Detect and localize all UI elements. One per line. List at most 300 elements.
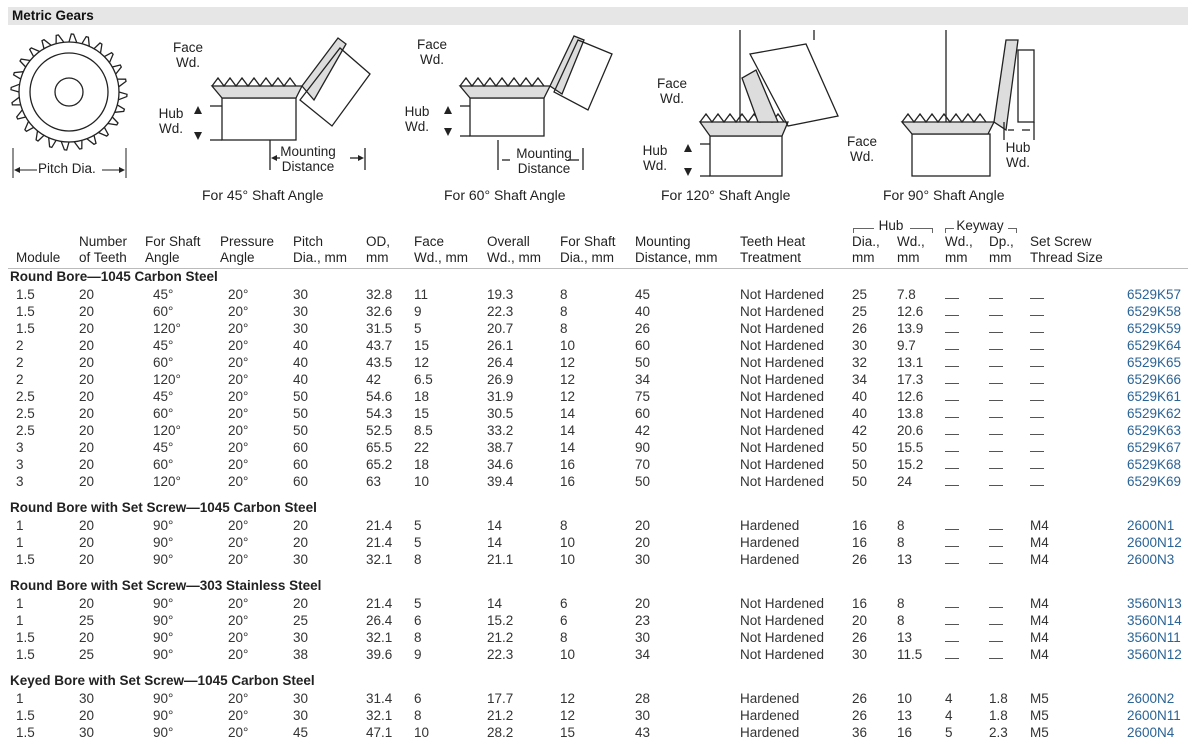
header-shaft-dia bbox=[560, 234, 616, 266]
empty-dash bbox=[945, 613, 959, 625]
cell-overall-wd: 33.2 bbox=[487, 423, 514, 438]
cell-hub-dia: 16 bbox=[852, 518, 868, 533]
cell-mounting-distance: 90 bbox=[635, 440, 651, 455]
empty-dash bbox=[989, 596, 1003, 608]
cell-shaft-angle: 90° bbox=[153, 708, 174, 723]
cell-od: 47.1 bbox=[366, 725, 393, 740]
header-hub-dia bbox=[852, 234, 880, 266]
cell-heat-treatment: Not Hardened bbox=[740, 321, 825, 336]
cell-shaft-dia: 10 bbox=[560, 535, 576, 550]
cell-shaft-angle: 90° bbox=[153, 725, 174, 740]
cell-keyway-wd bbox=[945, 354, 959, 371]
cell-pressure-angle: 20° bbox=[228, 474, 249, 489]
header-line-2: of Teeth bbox=[79, 250, 127, 265]
table-row bbox=[0, 690, 1196, 707]
empty-dash bbox=[989, 440, 1003, 452]
cell-mounting-distance: 34 bbox=[635, 647, 651, 662]
part-number-link[interactable]: 6529K61 bbox=[1127, 389, 1182, 404]
part-number-link[interactable]: 2600N12 bbox=[1127, 535, 1182, 550]
empty-dash bbox=[1030, 355, 1044, 367]
cell-teeth: 20 bbox=[79, 321, 95, 336]
cell-shaft-angle: 45° bbox=[153, 287, 174, 302]
cell-hub-dia: 30 bbox=[852, 647, 868, 662]
cell-pressure-angle: 20° bbox=[228, 440, 249, 455]
cell-teeth: 30 bbox=[79, 691, 95, 706]
part-number-link[interactable]: 6529K59 bbox=[1127, 321, 1182, 336]
cell-pressure-angle: 20° bbox=[228, 691, 249, 706]
cell-set-screw: M5 bbox=[1030, 725, 1049, 740]
face-width-label: Face Wd. bbox=[416, 37, 447, 67]
cell-keyway-dp bbox=[989, 551, 1003, 568]
cell-teeth: 30 bbox=[79, 725, 95, 740]
cell-od: 32.1 bbox=[366, 630, 393, 645]
cell-keyway-wd bbox=[945, 612, 959, 629]
cell-face-wd: 8 bbox=[414, 708, 422, 723]
cell-mounting-distance: 50 bbox=[635, 355, 651, 370]
cell-mounting-distance: 60 bbox=[635, 338, 651, 353]
empty-dash bbox=[1030, 372, 1044, 384]
cell-pressure-angle: 20° bbox=[228, 321, 249, 336]
cell-teeth: 20 bbox=[79, 708, 95, 723]
header-line-2: Dia., mm bbox=[293, 250, 347, 265]
cell-keyway-dp bbox=[989, 337, 1003, 354]
part-number-link[interactable]: 2600N3 bbox=[1127, 552, 1175, 567]
cell-shaft-angle: 90° bbox=[153, 596, 174, 611]
empty-dash bbox=[989, 535, 1003, 547]
part-number-link[interactable]: 6529K63 bbox=[1127, 423, 1182, 438]
cell-set-screw: M4 bbox=[1030, 647, 1049, 662]
cell-pressure-angle: 20° bbox=[228, 708, 249, 723]
cell-set-screw bbox=[1030, 422, 1044, 439]
cell-set-screw bbox=[1030, 456, 1044, 473]
cell-set-screw: M5 bbox=[1030, 708, 1049, 723]
cell-heat-treatment: Hardened bbox=[740, 518, 800, 533]
cell-pressure-angle: 20° bbox=[228, 372, 249, 387]
empty-dash bbox=[989, 372, 1003, 384]
cell-shaft-dia: 10 bbox=[560, 552, 576, 567]
cell-heat-treatment: Not Hardened bbox=[740, 596, 825, 611]
cell-pitch-dia: 45 bbox=[293, 725, 309, 740]
cell-hub-wd: 8 bbox=[897, 613, 905, 628]
cell-keyway-dp bbox=[989, 646, 1003, 663]
cell-hub-wd: 15.2 bbox=[897, 457, 924, 472]
cell-overall-wd: 21.1 bbox=[487, 552, 514, 567]
cell-hub-dia: 26 bbox=[852, 708, 868, 723]
cell-mounting-distance: 50 bbox=[635, 474, 651, 489]
cell-mounting-distance: 20 bbox=[635, 596, 651, 611]
part-number-link[interactable]: 6529K68 bbox=[1127, 457, 1182, 472]
section-title: Round Bore with Set Screw—303 Stainless Steel bbox=[10, 578, 322, 593]
cell-keyway-wd bbox=[945, 303, 959, 320]
header-line-1 bbox=[16, 234, 60, 250]
cell-overall-wd: 22.3 bbox=[487, 647, 514, 662]
cell-hub-wd: 13.8 bbox=[897, 406, 924, 421]
part-number-link[interactable]: 6529K58 bbox=[1127, 304, 1182, 319]
cell-keyway-dp bbox=[989, 473, 1003, 490]
cell-shaft-dia: 10 bbox=[560, 338, 576, 353]
cell-od: 52.5 bbox=[366, 423, 393, 438]
empty-dash bbox=[945, 372, 959, 384]
header-line-1: Pressure bbox=[220, 234, 275, 249]
caption-45: For 45° Shaft Angle bbox=[202, 187, 324, 203]
cell-shaft-dia: 8 bbox=[560, 518, 568, 533]
cell-overall-wd: 22.3 bbox=[487, 304, 514, 319]
pitch-dia-label: Pitch Dia. bbox=[38, 161, 96, 176]
cell-shaft-dia: 8 bbox=[560, 287, 568, 302]
part-number-link[interactable]: 6529K67 bbox=[1127, 440, 1182, 455]
cell-overall-wd: 15.2 bbox=[487, 613, 514, 628]
cell-shaft-angle: 120° bbox=[153, 372, 181, 387]
cell-set-screw: M4 bbox=[1030, 596, 1049, 611]
cell-heat-treatment: Not Hardened bbox=[740, 613, 825, 628]
cell-keyway-wd: 5 bbox=[945, 725, 953, 740]
cell-heat-treatment: Not Hardened bbox=[740, 304, 825, 319]
empty-dash bbox=[945, 518, 959, 530]
cell-shaft-angle: 90° bbox=[153, 613, 174, 628]
part-number-link[interactable]: 6529K62 bbox=[1127, 406, 1182, 421]
cell-keyway-wd bbox=[945, 286, 959, 303]
cell-teeth: 20 bbox=[79, 596, 95, 611]
empty-dash bbox=[1030, 287, 1044, 299]
cell-heat-treatment: Hardened bbox=[740, 725, 800, 740]
cell-teeth: 20 bbox=[79, 552, 95, 567]
cell-mounting-distance: 70 bbox=[635, 457, 651, 472]
table-row bbox=[0, 534, 1196, 551]
cell-face-wd: 9 bbox=[414, 304, 422, 319]
cell-set-screw: M4 bbox=[1030, 630, 1049, 645]
cell-teeth: 20 bbox=[79, 423, 95, 438]
part-number-link[interactable]: 2600N2 bbox=[1127, 691, 1175, 706]
header-hub-wd bbox=[897, 234, 925, 266]
cell-mounting-distance: 30 bbox=[635, 630, 651, 645]
cell-shaft-dia: 8 bbox=[560, 304, 568, 319]
cell-set-screw bbox=[1030, 405, 1044, 422]
part-number-link[interactable]: 3560N11 bbox=[1127, 630, 1181, 645]
cell-module: 2.5 bbox=[16, 406, 35, 421]
empty-dash bbox=[989, 552, 1003, 564]
cell-shaft-angle: 90° bbox=[153, 691, 174, 706]
header-line-2: Angle bbox=[145, 250, 180, 265]
cell-pressure-angle: 20° bbox=[228, 406, 249, 421]
cell-set-screw: M4 bbox=[1030, 613, 1049, 628]
cell-teeth: 20 bbox=[79, 518, 95, 533]
section-title: Round Bore—1045 Carbon Steel bbox=[10, 269, 218, 284]
cell-teeth: 20 bbox=[79, 287, 95, 302]
caption-120: For 120° Shaft Angle bbox=[661, 187, 791, 203]
cell-keyway-wd bbox=[945, 337, 959, 354]
empty-dash bbox=[945, 552, 959, 564]
cell-pressure-angle: 20° bbox=[228, 647, 249, 662]
header-line-2: Distance, mm bbox=[635, 250, 718, 265]
cell-pressure-angle: 20° bbox=[228, 304, 249, 319]
bevel-45-illustration bbox=[150, 30, 380, 180]
empty-dash bbox=[1030, 321, 1044, 333]
cell-hub-dia: 50 bbox=[852, 457, 868, 472]
table-row bbox=[0, 517, 1196, 534]
header-line-2: Treatment bbox=[740, 250, 802, 265]
cell-overall-wd: 14 bbox=[487, 518, 503, 533]
cell-pitch-dia: 30 bbox=[293, 304, 309, 319]
cell-mounting-distance: 30 bbox=[635, 708, 651, 723]
cell-face-wd: 8 bbox=[414, 630, 422, 645]
empty-dash bbox=[989, 355, 1003, 367]
part-number-link[interactable]: 3560N12 bbox=[1127, 647, 1182, 662]
hub-width-label: Hub Wd. bbox=[158, 106, 184, 136]
cell-hub-dia: 26 bbox=[852, 552, 868, 567]
header-line-1: Dia., bbox=[852, 234, 880, 249]
header-line-1: OD, bbox=[366, 234, 391, 249]
cell-face-wd: 9 bbox=[414, 647, 422, 662]
header-line-2: mm bbox=[366, 250, 389, 265]
cell-shaft-angle: 45° bbox=[153, 440, 174, 455]
cell-teeth: 20 bbox=[79, 372, 95, 387]
empty-dash bbox=[989, 287, 1003, 299]
cell-od: 65.2 bbox=[366, 457, 393, 472]
cell-overall-wd: 14 bbox=[487, 535, 503, 550]
cell-hub-dia: 36 bbox=[852, 725, 868, 740]
cell-keyway-wd bbox=[945, 595, 959, 612]
cell-mounting-distance: 42 bbox=[635, 423, 651, 438]
header-line-1: Face bbox=[414, 234, 445, 249]
header-face-wd bbox=[414, 234, 468, 266]
cell-hub-dia: 25 bbox=[852, 304, 868, 319]
cell-hub-dia: 40 bbox=[852, 406, 868, 421]
cell-face-wd: 10 bbox=[414, 725, 430, 740]
cell-keyway-wd bbox=[945, 320, 959, 337]
cell-pitch-dia: 60 bbox=[293, 474, 309, 489]
cell-teeth: 25 bbox=[79, 613, 95, 628]
header-overall-wd bbox=[487, 234, 541, 266]
cell-pressure-angle: 20° bbox=[228, 518, 249, 533]
cell-hub-dia: 40 bbox=[852, 389, 868, 404]
part-number-link[interactable]: 2600N1 bbox=[1127, 518, 1175, 533]
part-number-link[interactable]: 3560N13 bbox=[1127, 596, 1182, 611]
header-line-2: mm bbox=[989, 250, 1012, 265]
cell-keyway-dp bbox=[989, 439, 1003, 456]
cell-set-screw: M4 bbox=[1030, 552, 1049, 567]
cell-shaft-dia: 16 bbox=[560, 457, 576, 472]
cell-keyway-dp bbox=[989, 388, 1003, 405]
part-number-link[interactable]: 6529K66 bbox=[1127, 372, 1182, 387]
hub-width-label: Hub Wd. bbox=[1005, 140, 1031, 170]
cell-shaft-angle: 60° bbox=[153, 457, 174, 472]
cell-overall-wd: 21.2 bbox=[487, 630, 514, 645]
cell-teeth: 20 bbox=[79, 440, 95, 455]
cell-pitch-dia: 25 bbox=[293, 613, 309, 628]
cell-teeth: 20 bbox=[79, 474, 95, 489]
cell-heat-treatment: Not Hardened bbox=[740, 406, 825, 421]
cell-module: 1.5 bbox=[16, 708, 35, 723]
part-number-link[interactable]: 2600N4 bbox=[1127, 725, 1175, 740]
cell-hub-wd: 13.1 bbox=[897, 355, 924, 370]
cell-set-screw: M4 bbox=[1030, 535, 1049, 550]
cell-face-wd: 15 bbox=[414, 338, 430, 353]
cell-overall-wd: 26.4 bbox=[487, 355, 514, 370]
cell-od: 32.8 bbox=[366, 287, 393, 302]
cell-keyway-dp bbox=[989, 456, 1003, 473]
cell-set-screw bbox=[1030, 439, 1044, 456]
cell-overall-wd: 39.4 bbox=[487, 474, 514, 489]
empty-dash bbox=[989, 389, 1003, 401]
cell-pitch-dia: 60 bbox=[293, 440, 309, 455]
cell-shaft-angle: 45° bbox=[153, 338, 174, 353]
cell-hub-dia: 50 bbox=[852, 440, 868, 455]
cell-shaft-dia: 12 bbox=[560, 355, 576, 370]
cell-hub-dia: 20 bbox=[852, 613, 868, 628]
part-number-link[interactable]: 6529K69 bbox=[1127, 474, 1182, 489]
cell-pitch-dia: 50 bbox=[293, 423, 309, 438]
table-row bbox=[0, 439, 1196, 456]
cell-keyway-wd bbox=[945, 534, 959, 551]
cell-heat-treatment: Not Hardened bbox=[740, 647, 825, 662]
cell-od: 63 bbox=[366, 474, 382, 489]
table-row bbox=[0, 371, 1196, 388]
cell-hub-wd: 9.7 bbox=[897, 338, 916, 353]
cell-hub-wd: 8 bbox=[897, 518, 905, 533]
cell-od: 32.1 bbox=[366, 552, 393, 567]
table-row bbox=[0, 456, 1196, 473]
cell-pitch-dia: 40 bbox=[293, 372, 309, 387]
part-number-link[interactable]: 3560N14 bbox=[1127, 613, 1182, 628]
cell-teeth: 20 bbox=[79, 389, 95, 404]
cell-shaft-dia: 12 bbox=[560, 708, 576, 723]
header-shaft-angle bbox=[145, 234, 201, 266]
part-number-link[interactable]: 6529K65 bbox=[1127, 355, 1182, 370]
cell-hub-wd: 13 bbox=[897, 630, 913, 645]
cell-hub-wd: 8 bbox=[897, 535, 905, 550]
cell-pressure-angle: 20° bbox=[228, 423, 249, 438]
cell-module: 2 bbox=[16, 338, 24, 353]
cell-teeth: 20 bbox=[79, 304, 95, 319]
cell-hub-wd: 13 bbox=[897, 552, 913, 567]
page-title: Metric Gears bbox=[8, 7, 1188, 25]
cell-hub-wd: 13 bbox=[897, 708, 913, 723]
cell-pitch-dia: 20 bbox=[293, 518, 309, 533]
cell-heat-treatment: Not Hardened bbox=[740, 338, 825, 353]
cell-shaft-angle: 120° bbox=[153, 423, 181, 438]
cell-hub-wd: 20.6 bbox=[897, 423, 924, 438]
cell-mounting-distance: 28 bbox=[635, 691, 651, 706]
cell-keyway-dp bbox=[989, 595, 1003, 612]
empty-dash bbox=[989, 423, 1003, 435]
empty-dash bbox=[945, 630, 959, 642]
empty-dash bbox=[945, 474, 959, 486]
empty-dash bbox=[1030, 406, 1044, 418]
caption-90: For 90° Shaft Angle bbox=[883, 187, 1005, 203]
cell-heat-treatment: Hardened bbox=[740, 691, 800, 706]
empty-dash bbox=[989, 518, 1003, 530]
cell-hub-dia: 32 bbox=[852, 355, 868, 370]
cell-pitch-dia: 30 bbox=[293, 321, 309, 336]
cell-pitch-dia: 30 bbox=[293, 630, 309, 645]
cell-mounting-distance: 75 bbox=[635, 389, 651, 404]
cell-face-wd: 6 bbox=[414, 613, 422, 628]
cell-pitch-dia: 50 bbox=[293, 389, 309, 404]
cell-keyway-wd bbox=[945, 388, 959, 405]
table-row bbox=[0, 337, 1196, 354]
cell-heat-treatment: Not Hardened bbox=[740, 389, 825, 404]
cell-teeth: 20 bbox=[79, 355, 95, 370]
part-number-link[interactable]: 6529K57 bbox=[1127, 287, 1182, 302]
bevel-90-illustration bbox=[842, 30, 1052, 180]
empty-dash bbox=[1030, 457, 1044, 469]
keyway-group-label: Keyway bbox=[956, 218, 1004, 233]
cell-keyway-dp: 2.3 bbox=[989, 725, 1008, 740]
table-row bbox=[0, 405, 1196, 422]
cell-face-wd: 22 bbox=[414, 440, 430, 455]
table-row bbox=[0, 354, 1196, 371]
cell-od: 65.5 bbox=[366, 440, 393, 455]
empty-dash bbox=[945, 389, 959, 401]
cell-keyway-dp: 1.8 bbox=[989, 691, 1008, 706]
cell-set-screw: M5 bbox=[1030, 691, 1049, 706]
cell-module: 1.5 bbox=[16, 647, 35, 662]
cell-overall-wd: 38.7 bbox=[487, 440, 514, 455]
cell-shaft-dia: 10 bbox=[560, 647, 576, 662]
cell-teeth: 20 bbox=[79, 338, 95, 353]
empty-dash bbox=[1030, 474, 1044, 486]
cell-teeth: 20 bbox=[79, 457, 95, 472]
section-title: Keyed Bore with Set Screw—1045 Carbon Steel bbox=[10, 673, 315, 688]
empty-dash bbox=[1030, 389, 1044, 401]
cell-mounting-distance: 43 bbox=[635, 725, 651, 740]
cell-face-wd: 18 bbox=[414, 457, 430, 472]
cell-set-screw bbox=[1030, 371, 1044, 388]
cell-heat-treatment: Not Hardened bbox=[740, 287, 825, 302]
header-line-1: Wd., bbox=[945, 234, 973, 249]
cell-heat-treatment: Not Hardened bbox=[740, 630, 825, 645]
cell-keyway-wd bbox=[945, 551, 959, 568]
cell-hub-dia: 16 bbox=[852, 535, 868, 550]
cell-hub-dia: 26 bbox=[852, 691, 868, 706]
cell-pitch-dia: 40 bbox=[293, 338, 309, 353]
table-row bbox=[0, 551, 1196, 568]
part-number-link[interactable]: 2600N11 bbox=[1127, 708, 1181, 723]
header-heat-treatment bbox=[740, 234, 805, 266]
header-mounting-distance bbox=[635, 234, 718, 266]
cell-mounting-distance: 30 bbox=[635, 552, 651, 567]
cell-module: 1 bbox=[16, 691, 24, 706]
cell-keyway-dp bbox=[989, 303, 1003, 320]
cell-set-screw bbox=[1030, 388, 1044, 405]
cell-shaft-dia: 14 bbox=[560, 423, 576, 438]
cell-shaft-angle: 90° bbox=[153, 518, 174, 533]
part-number-link[interactable]: 6529K64 bbox=[1127, 338, 1182, 353]
cell-hub-wd: 12.6 bbox=[897, 304, 924, 319]
cell-shaft-dia: 14 bbox=[560, 440, 576, 455]
cell-module: 3 bbox=[16, 457, 24, 472]
cell-hub-wd: 13.9 bbox=[897, 321, 924, 336]
cell-module: 1 bbox=[16, 613, 24, 628]
cell-shaft-dia: 8 bbox=[560, 321, 568, 336]
header-pressure-angle bbox=[220, 234, 274, 266]
empty-dash bbox=[945, 423, 959, 435]
table-row bbox=[0, 707, 1196, 724]
cell-heat-treatment: Not Hardened bbox=[740, 474, 825, 489]
cell-keyway-dp bbox=[989, 371, 1003, 388]
cell-heat-treatment: Not Hardened bbox=[740, 372, 825, 387]
cell-mounting-distance: 23 bbox=[635, 613, 651, 628]
header-keyway-wd bbox=[945, 234, 973, 266]
bevel-60-illustration bbox=[398, 30, 618, 180]
cell-hub-wd: 12.6 bbox=[897, 389, 924, 404]
cell-module: 2 bbox=[16, 355, 24, 370]
table-row bbox=[0, 629, 1196, 646]
cell-face-wd: 6.5 bbox=[414, 372, 433, 387]
cell-hub-wd: 10 bbox=[897, 691, 913, 706]
cell-heat-treatment: Not Hardened bbox=[740, 440, 825, 455]
cell-overall-wd: 14 bbox=[487, 596, 503, 611]
